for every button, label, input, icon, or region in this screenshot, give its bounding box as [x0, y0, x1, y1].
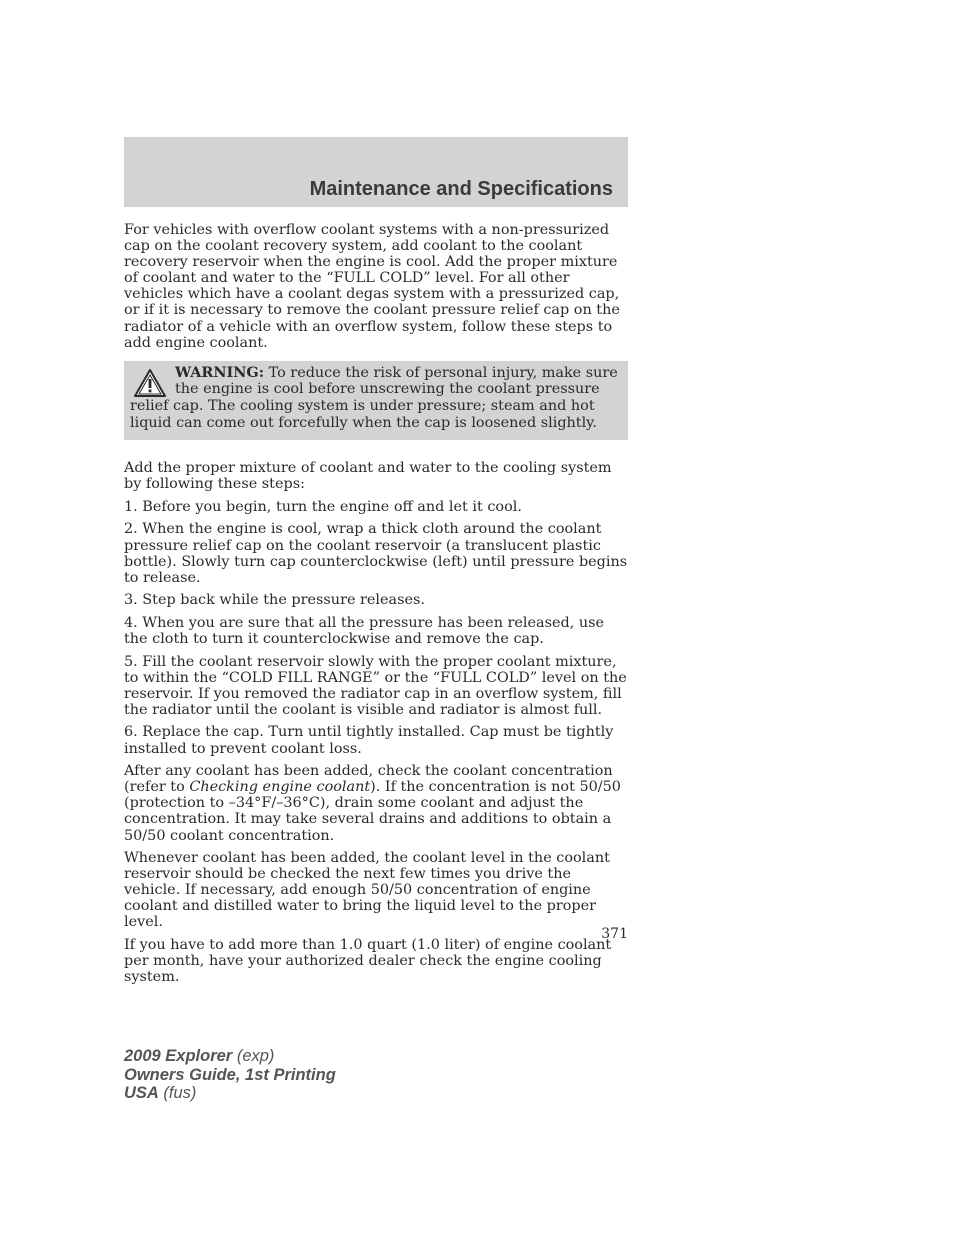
concentration-text-end: ). If the concentration is not 50/50 (protection to –34°F/–36°C), drain some coolant and adjust the concentration. It may take several drains and additions to obtain a 50/50 coolant concentration. — [124, 779, 621, 844]
concentration-paragraph — [124, 763, 628, 843]
footer-market-code: (fus) — [158, 1084, 197, 1102]
footer-market: USA — [124, 1084, 159, 1102]
footer-line-1 — [124, 1047, 336, 1066]
step-2: 2. When the engine is cool, wrap a thick cloth around the coolant pressure relief cap on the coolant reservoir (a translucent plastic bottle). Slowly turn cap counterclockwise (left) until pressure begins to release. — [124, 521, 628, 586]
section-title: Maintenance and Specifications — [309, 178, 613, 200]
step-6: 6. Replace the cap. Turn until tightly installed. Cap must be tightly installed to prevent coolant loss. — [124, 724, 614, 757]
intro-paragraph: For vehicles with overflow coolant systems with a non-pressurized cap on the coolant recovery system, add coolant to the coolant recovery reservoir when the engine is cool. Add the proper mixture of coolant and water to the “FULL COLD” level. For all other vehicles which have a coolant degas system with a pressurized cap, or if it is necessary to remove the coolant pressure relief cap on the radiator of a vehicle with an overflow system, follow these steps to add engine coolant. — [124, 222, 620, 351]
step-4: 4. When you are sure that all the pressure has been released, use the cloth to turn it counterclockwise and remove the cap. — [124, 614, 605, 647]
footer-printing: Owners Guide, 1st Printing — [124, 1065, 336, 1084]
steps-intro: Add the proper mixture of coolant and water to the cooling system by following these steps: — [124, 460, 612, 493]
check-level-paragraph: Whenever coolant has been added, the coolant level in the coolant reservoir should be checked the next few times you drive the vehicle. If necessary, add enough 50/50 concentration of engine coolant and distilled water to bring the liquid level to the proper level. — [124, 850, 610, 931]
page-content — [124, 222, 628, 992]
footer-line-2 — [124, 1066, 336, 1085]
page-number: 371 — [601, 926, 628, 942]
concentration-text-start: After any coolant has been added, check the coolant concentration (refer to — [124, 763, 613, 796]
warning-label: WARNING: — [175, 363, 265, 381]
warning-triangle-icon — [133, 368, 167, 398]
step-3: 3. Step back while the pressure releases. — [124, 592, 425, 609]
dealer-paragraph: If you have to add more than 1.0 quart (1.0 liter) of engine coolant per month, have your authorized dealer check the engine cooling system. — [124, 937, 612, 986]
footer-model: 2009 Explorer — [124, 1047, 233, 1065]
warning-text: To reduce the risk of personal injury, make sure the engine is cool before unscrewing the coolant pressure relief cap. The cooling system is under pressure; steam and hot liquid can come out forcefully when the cap is loosened slightly. — [130, 364, 618, 431]
cross-reference: Checking engine coolant — [189, 779, 371, 796]
section-header-band — [124, 137, 628, 207]
warning-box — [124, 361, 628, 440]
footer-model-code: (exp) — [232, 1047, 275, 1065]
step-1: 1. Before you begin, turn the engine off and let it cool. — [124, 498, 522, 515]
footer-line-3 — [124, 1084, 336, 1103]
document-footer — [124, 1047, 336, 1103]
step-5: 5. Fill the coolant reservoir slowly with the proper coolant mixture, to within the “COLD FILL RANGE” or the “FULL COLD” level on the reservoir. If you removed the radiator cap in an overflow system, fill the radiator until the coolant is visible and radiator is almost full. — [124, 653, 627, 718]
